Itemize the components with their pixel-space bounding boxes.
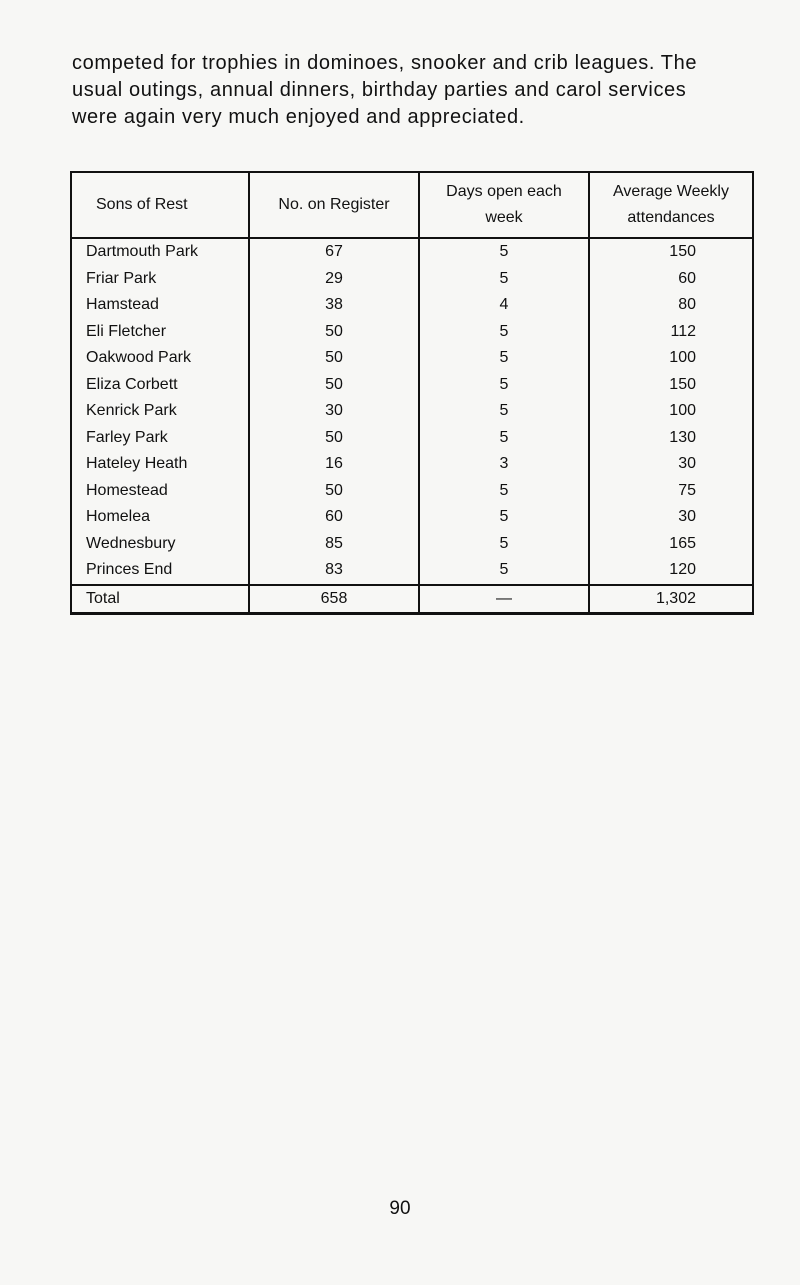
cell-register: 50 [249,478,419,505]
header-average-weekly-line2: attendances [627,209,715,226]
cell-attendance: 30 [589,451,753,478]
paragraph-line: were again very much enjoyed and appreciated. [72,106,525,128]
cell-name: Dartmouth Park [71,238,249,266]
cell-register: 85 [249,531,419,558]
cell-name: Hateley Heath [71,451,249,478]
header-sons-of-rest: Sons of Rest [71,172,249,238]
header-days-open-line1: Days open each [446,183,562,200]
cell-register: 50 [249,345,419,372]
cell-days: 5 [419,345,589,372]
cell-days: 5 [419,398,589,425]
cell-name: Hamstead [71,292,249,319]
table-row [71,531,753,558]
cell-name: Wednesbury [71,531,249,558]
cell-name: Farley Park [71,425,249,452]
table-body [71,238,753,613]
paragraph-line: competed for trophies in dominoes, snooker and crib leagues. The [72,52,698,74]
table-row [71,504,753,531]
total-days: — [419,585,589,614]
cell-register: 83 [249,557,419,585]
cell-register: 50 [249,319,419,346]
cell-name: Homestead [71,478,249,505]
cell-attendance: 100 [589,398,753,425]
cell-days: 5 [419,531,589,558]
table-row [71,292,753,319]
table-header-row [71,172,753,238]
cell-attendance: 165 [589,531,753,558]
header-average-weekly [589,172,753,238]
cell-days: 5 [419,557,589,585]
cell-register: 16 [249,451,419,478]
cell-attendance: 100 [589,345,753,372]
cell-days: 5 [419,504,589,531]
table-row [71,451,753,478]
cell-days: 5 [419,425,589,452]
cell-name: Eli Fletcher [71,319,249,346]
page-number: 90 [389,1198,411,1219]
cell-attendance: 75 [589,478,753,505]
cell-name: Friar Park [71,266,249,293]
cell-attendance: 150 [589,238,753,266]
cell-name: Oakwood Park [71,345,249,372]
cell-register: 30 [249,398,419,425]
cell-register: 50 [249,425,419,452]
header-average-weekly-line1: Average Weekly [613,183,729,200]
cell-register: 50 [249,372,419,399]
cell-days: 5 [419,372,589,399]
cell-days: 5 [419,238,589,266]
sons-of-rest-table [70,171,754,615]
total-attendance: 1,302 [589,585,753,614]
cell-name: Eliza Corbett [71,372,249,399]
cell-attendance: 150 [589,372,753,399]
table-row [71,478,753,505]
cell-days: 4 [419,292,589,319]
table-row [71,425,753,452]
cell-attendance: 60 [589,266,753,293]
header-days-open-line2: week [485,209,523,226]
cell-attendance: 30 [589,504,753,531]
table-row [71,238,753,266]
total-register: 658 [249,585,419,614]
table-row [71,345,753,372]
table-total-row [71,585,753,614]
cell-register: 60 [249,504,419,531]
header-days-open [419,172,589,238]
paragraph-line: usual outings, annual dinners, birthday parties and carol services [72,79,687,101]
cell-register: 38 [249,292,419,319]
table-row [71,398,753,425]
cell-register: 29 [249,266,419,293]
cell-days: 5 [419,478,589,505]
table-row [71,372,753,399]
cell-register: 67 [249,238,419,266]
body-paragraph [72,50,762,131]
header-no-on-register: No. on Register [249,172,419,238]
table-row [71,319,753,346]
cell-name: Homelea [71,504,249,531]
cell-attendance: 120 [589,557,753,585]
total-label: Total [71,585,249,614]
table-row [71,266,753,293]
cell-name: Princes End [71,557,249,585]
cell-days: 5 [419,319,589,346]
cell-days: 3 [419,451,589,478]
table-row [71,557,753,585]
cell-attendance: 80 [589,292,753,319]
cell-attendance: 112 [589,319,753,346]
cell-attendance: 130 [589,425,753,452]
cell-name: Kenrick Park [71,398,249,425]
cell-days: 5 [419,266,589,293]
